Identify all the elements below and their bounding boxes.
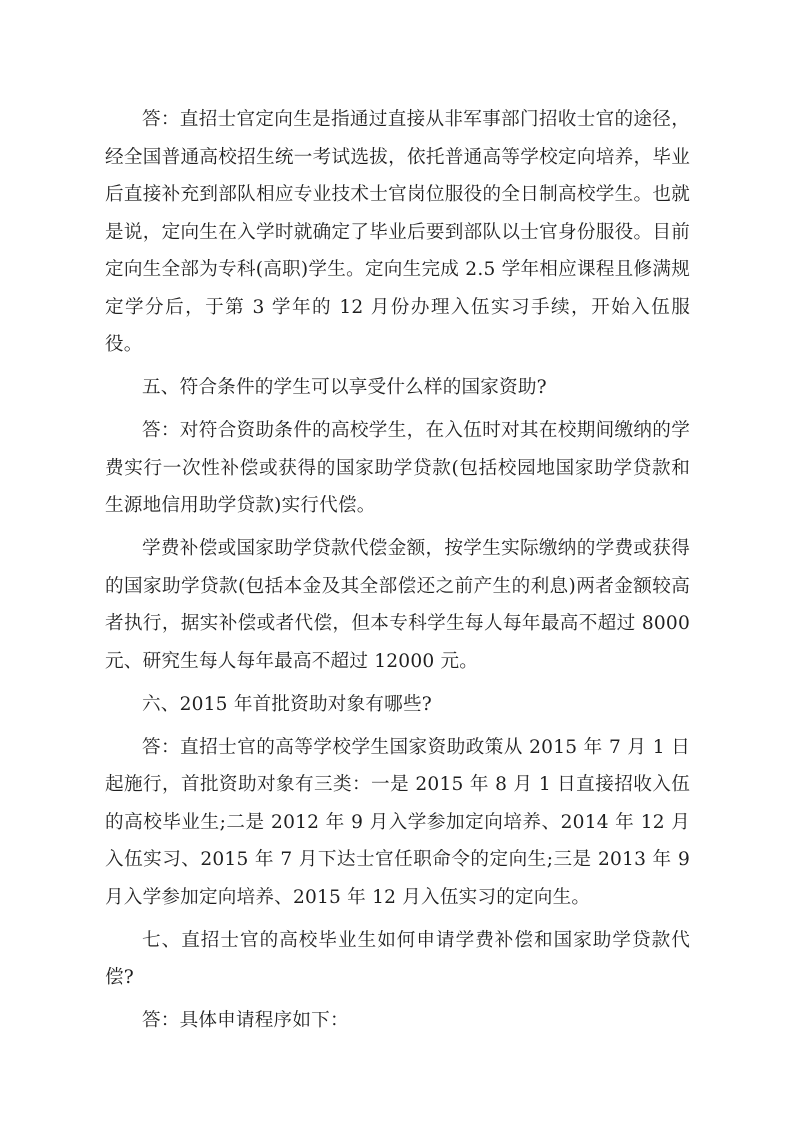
question-heading-6: 六、2015 年首批资助对象有哪些? [142, 693, 432, 715]
answer-paragraph-7: 答：具体申请程序如下： [142, 1010, 349, 1031]
answer-paragraph-5-part-1: 答：对符合资助条件的高校学生，在入伍时对其在校期间缴纳的学费实行一次性补偿或获得的国家助学贷款(包括校园地国家助学贷款和生源地信用助学贷款)实行代偿。 [105, 420, 690, 516]
question-heading-5: 五、符合条件的学生可以享受什么样的国家资助? [142, 377, 547, 398]
question-heading-7: 七、直招士官的高校毕业生如何申请学费补偿和国家助学贷款代偿? [105, 929, 690, 988]
answer-paragraph-directed-sergeant-definition: 答：直招士官定向生是指通过直接从非军事部门招收士官的途径，经全国普通高校招生统一考试选拔，依托普通高等学校定向培养，毕业后直接补充到部队相应专业技术士官岗位服役的全日制高校学生。也就是说，定向生在入学时就确定了毕业后要到部队以士官身份服役。目前定向生全部为专科(高职)学生。定向生完成 2.5 学年相应课程且修满规定学分后，于第 3 学年的 12 月份办理入伍实习手续，开始入伍服役。 [105, 109, 690, 355]
answer-paragraph-5-part-2: 学费补偿或国家助学贷款代偿金额，按学生实际缴纳的学费或获得的国家助学贷款(包括本金及其全部偿还之前产生的利息)两者金额较高者执行，据实补偿或者代偿，但本专科学生每人每年最高不超过 8000 元、研究生每人每年最高不超过 12000 元。 [105, 538, 690, 672]
answer-paragraph-6: 答：直招士官的高等学校学生国家资助政策从 2015 年 7 月 1 日起施行，首批资助对象有三类：一是 2015 年 8 月 1 日直接招收入伍的高校毕业生;二是 2012 年 9 月入学参加定向培养、2014 年 12 月入伍实习、2015 年 7 月下达士官任职命令的定向生;三是 2013 年 9 月入学参加定向培养、2015 年 12 月入伍实习的定向生。 [105, 736, 690, 908]
